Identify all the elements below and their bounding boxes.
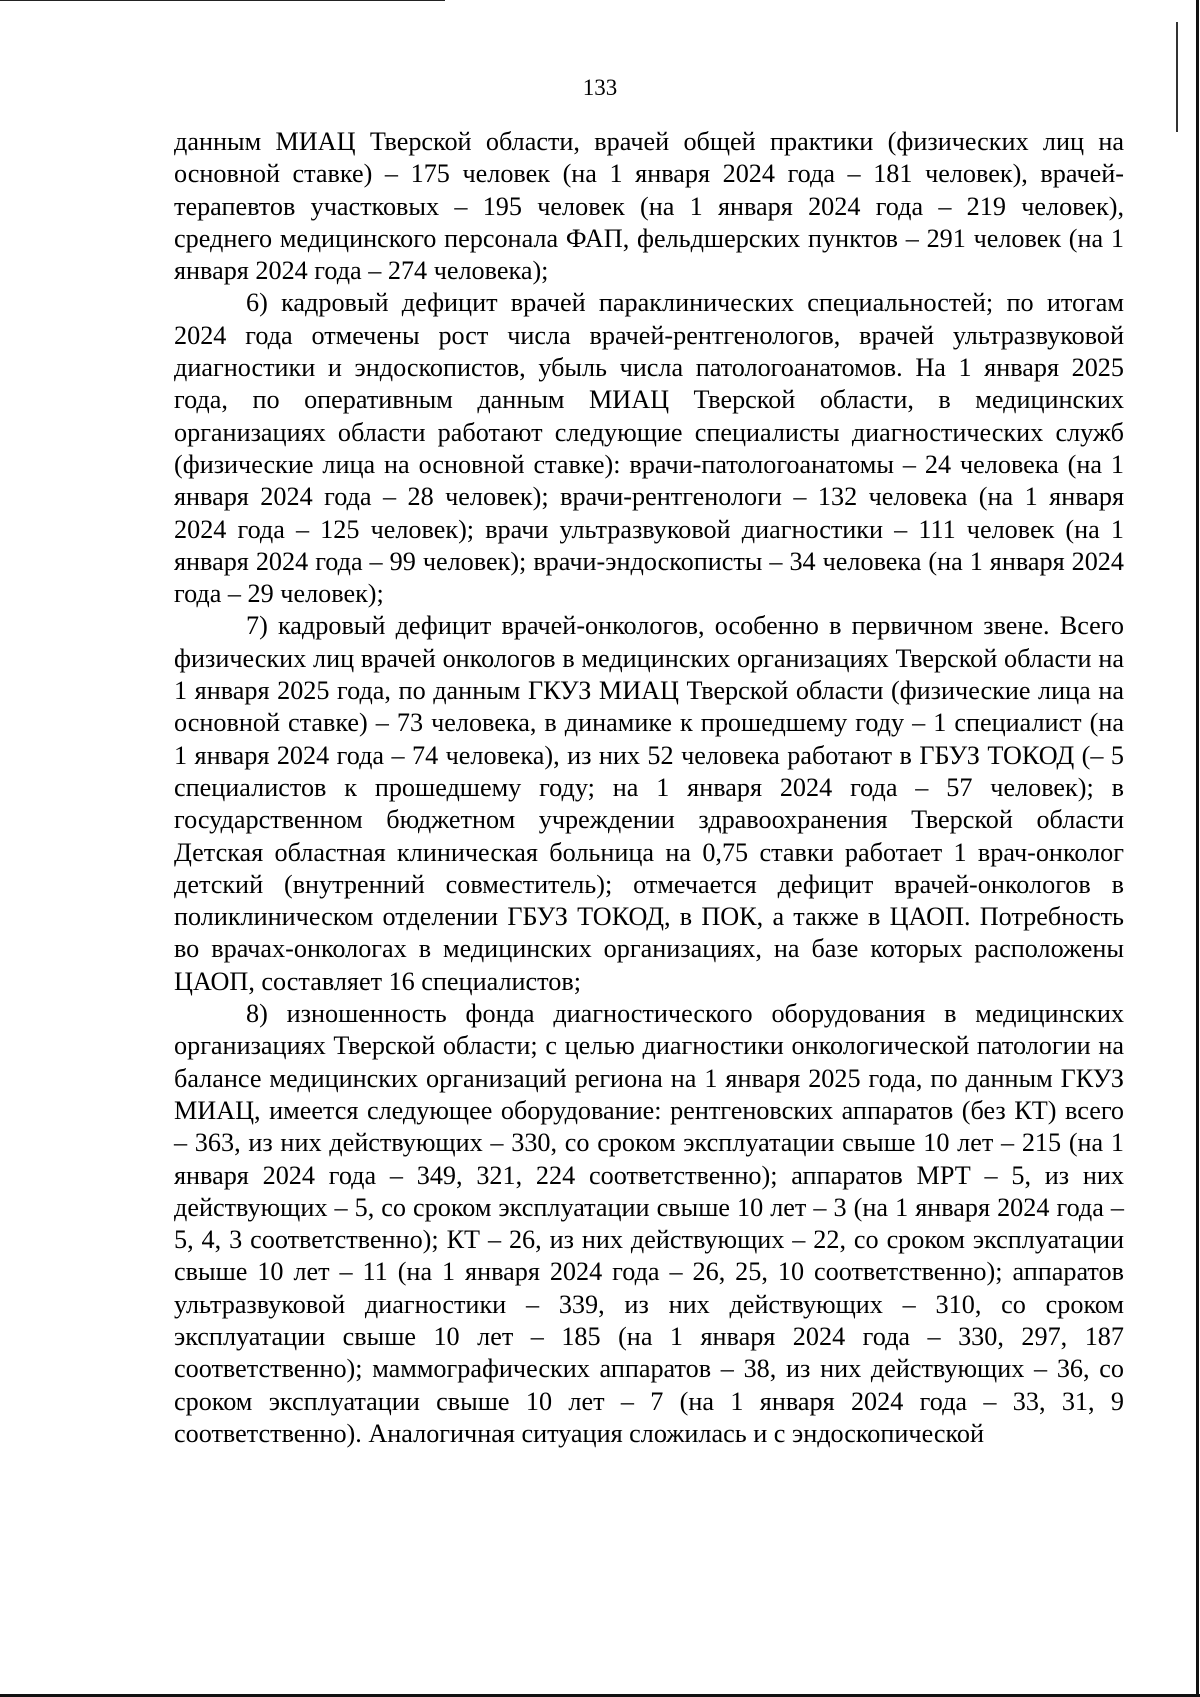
paragraph-continuation: данным МИАЦ Тверской области, врачей общей практики (физических лиц на основной ставке) – 175 человек (на 1 января 2024 года – 181 человек), врачей-терапевтов участковых – 195 человек (на 1 января 2024 года – 219 человек), среднего медицинского персонала ФАП, фельдшерских пунктов – 291 человек (на 1 января 2024 года – 274 человека);	[174, 127, 1124, 286]
scan-border-right	[1196, 0, 1199, 1697]
paragraph-item-6: 6) кадровый дефицит врачей параклинических специальностей; по итогам 2024 года отмечены рост числа врачей-рентгенологов, врачей ультразвуковой диагностики и эндоскопистов, убыль числа патологоанатомов. На 1 января 2025 года, по оперативным данным МИАЦ Тверской области, в медицинских организациях области работают следующие специалисты диагностических служб (физические лица на основной ставке): врачи-патологоанатомы – 24 человека (на 1 января 2024 года – 28 человек); врачи-рентгенологи – 132 человека (на 1 января 2024 года – 125 человек); врачи ультразвуковой диагностики – 111 человек (на 1 января 2024 года – 99 человек); врачи-эндоскописты – 34 человека (на 1 января 2024 года – 29 человек);	[174, 288, 1124, 609]
paragraph-item-7: 7) кадровый дефицит врачей-онкологов, особенно в первичном звене. Всего физических лиц врачей онкологов в медицинских организациях Тверской области на 1 января 2025 года, по данным ГКУЗ МИАЦ Тверской области (физические лица на основной ставке) – 73 человека, в динамике к прошедшему году – 1 специалист (на 1 января 2024 года – 74 человека), из них 52 человека работают в ГБУЗ ТОКОД (– 5 специалистов к прошедшему году; на 1 января 2024 года – 57 человек); в государственном бюджетном учреждении здравоохранения Тверской области Детская областная клиническая больница на 0,75 ставки работает 1 врач-онколог детский (внутренний совместитель); отмечается дефицит врачей-онкологов в поликлиническом отделении ГБУЗ ТОКОД, в ПОК, а также в ЦАОП. Потребность во врачах-онкологах в медицинских организациях, на базе которых расположены ЦАОП, составляет 16 специалистов;	[174, 611, 1124, 996]
document-body	[174, 126, 1124, 1450]
page-number: 133	[582, 75, 618, 100]
paragraph-item-8: 8) изношенность фонда диагностического оборудования в медицинских организациях Тверской области; с целью диагностики онкологической патологии на балансе медицинских организаций региона на 1 января 2025 года, по данным ГКУЗ МИАЦ, имеется следующее оборудование: рентгеновских аппаратов (без КТ) всего – 363, из них действующих – 330, со сроком эксплуатации свыше 10 лет – 215 (на 1 января 2024 года – 349, 321, 224 соответственно); аппаратов МРТ – 5, из них действующих – 5, со сроком эксплуатации свыше 10 лет – 3 (на 1 января 2024 года – 5, 4, 3 соответственно); КТ – 26, из них действующих – 22, со сроком эксплуатации свыше 10 лет – 11 (на 1 января 2024 года – 26, 25, 10 соответственно); аппаратов ультразвуковой диагностики – 339, из них действующих – 310, со сроком эксплуатации свыше 10 лет – 185 (на 1 января 2024 года – 330, 297, 187 соответственно); маммографических аппаратов – 38, из них действующих – 36, со сроком эксплуатации свыше 10 лет – 7 (на 1 января 2024 года – 33, 31, 9 соответственно). Аналогичная ситуация сложилась и с эндоскопической	[174, 999, 1124, 1448]
scan-border-top	[0, 0, 445, 1]
